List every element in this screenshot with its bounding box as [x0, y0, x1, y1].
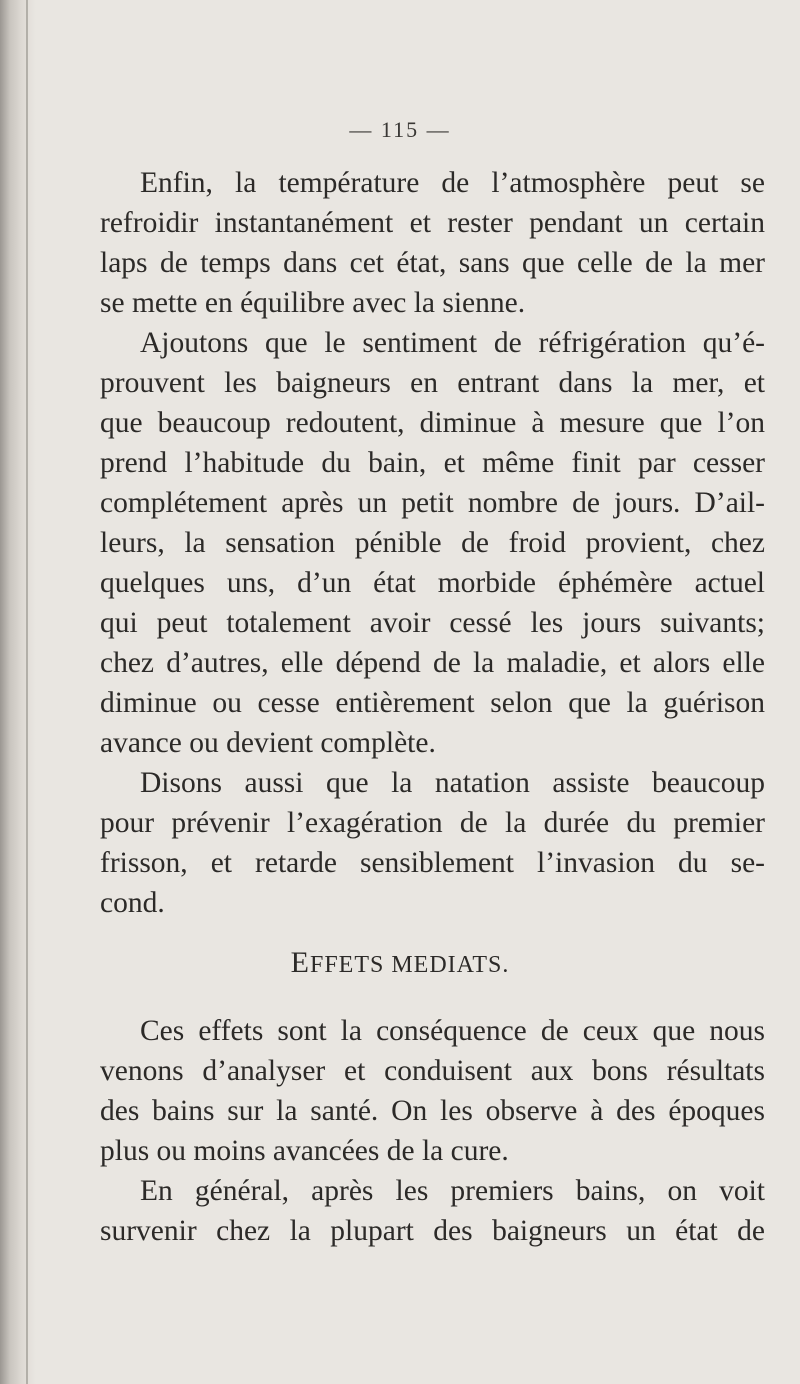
text-line: qui peut totalement avoir cessé les jours suivants; [100, 607, 765, 639]
text-line: En général, après les premiers bains, on voit [140, 1175, 765, 1207]
text-line: avance ou devient complète. [100, 727, 436, 759]
text-line: Disons aussi que la natation assiste beaucoup [140, 767, 765, 799]
text-line: prouvent les baigneurs en entrant dans la mer, et [100, 367, 765, 399]
paragraph-block-2 [100, 1011, 765, 1251]
text-line: diminue ou cesse entièrement selon que la guérison [100, 687, 765, 719]
heading-initial: E [290, 946, 310, 979]
text-line: prend l’habitude du bain, et même finit par cesser [100, 447, 765, 479]
text-line: se mette en équilibre avec la sienne. [100, 287, 526, 319]
heading-rest: FFETS MEDIATS. [309, 952, 510, 978]
text-line: survenir chez la plupart des baigneurs un état de [100, 1215, 765, 1247]
page-number: — 115 — [349, 117, 451, 142]
text-line: que beaucoup redoutent, diminue à mesure que l’on [100, 407, 765, 439]
paragraph-block-1 [100, 163, 765, 923]
text-line: pour prévenir l’exagération de la durée du premier [100, 807, 765, 839]
section-heading [0, 946, 800, 980]
text-line: plus ou moins avancées de la cure. [100, 1135, 509, 1167]
text-line: cond. [100, 887, 165, 919]
text-line: frisson, et retarde sensiblement l’invasion du se- [100, 847, 765, 879]
text-line: refroidir instantanément et rester pendant un certain [100, 207, 765, 239]
text-line: leurs, la sensation pénible de froid provient, chez [100, 527, 765, 559]
text-line: chez d’autres, elle dépend de la maladie, et alors elle [100, 647, 765, 679]
text-line: complétement après un petit nombre de jours. D’ail- [100, 487, 765, 519]
text-line: des bains sur la santé. On les observe à des époques [100, 1095, 765, 1127]
text-line: venons d’analyser et conduisent aux bons résultats [100, 1055, 765, 1087]
text-line: Enfin, la température de l’atmosphère peut se [140, 167, 765, 199]
text-line: laps de temps dans cet état, sans que celle de la mer [100, 247, 765, 279]
text-line: Ajoutons que le sentiment de réfrigération qu’é- [140, 327, 765, 359]
text-line: Ces effets sont la conséquence de ceux que nous [140, 1015, 765, 1047]
text-line: quelques uns, d’un état morbide éphémère actuel [100, 567, 765, 599]
